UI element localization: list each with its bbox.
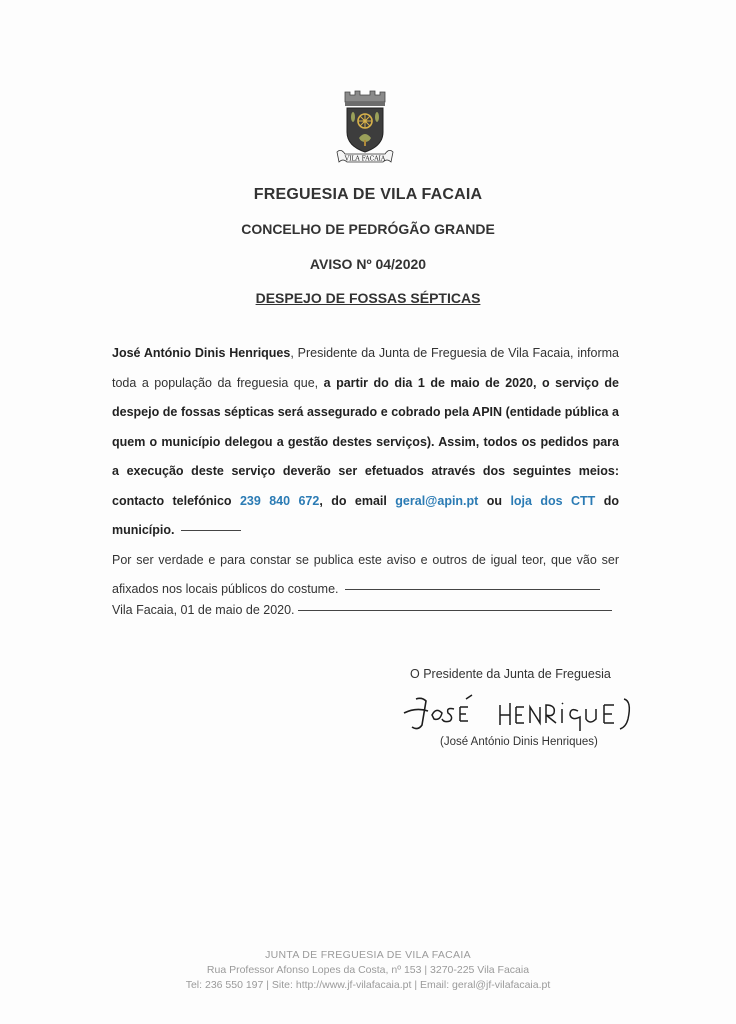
notice-body (112, 339, 619, 605)
coat-of-arms-logo (331, 88, 399, 168)
svg-text:VILA FACAIA: VILA FACAIA (344, 155, 386, 163)
footer-org-name: JUNTA DE FREGUESIA DE VILA FACAIA (265, 949, 471, 961)
store-link[interactable]: loja dos CTT (510, 493, 596, 508)
notice-number: AVISO Nº 04/2020 (309, 256, 427, 272)
filler-line (298, 610, 612, 611)
municipality-subtitle: CONCELHO DE PEDRÓGÃO GRANDE (241, 221, 495, 237)
president-name: José António Dinis Henriques (112, 346, 291, 360)
handwritten-signature (402, 689, 652, 735)
phone-number[interactable]: 239 840 672 (239, 493, 320, 508)
notice-subject: DESPEJO DE FOSSAS SÉPTICAS (255, 290, 481, 306)
filler-line (345, 589, 600, 590)
paragraph-announcement: José António Dinis Henriques, Presidente da Junta de Freguesia de Vila Facaia, informa toda a população da freguesia que, a partir do dia 1 de maio de 2020, o serviço de despejo de fossas sépticas será assegurado e cobrado pela APIN (entidade pública a quem o município delegou a gestão destes serviços). Assim, todos os pedidos para a execução deste serviço deverão ser efetuados através dos seguintes meios: contacto telefónico 239 840 672, do email geral@apin.pt ou loja dos CTT do município. (112, 346, 619, 537)
parish-title: FREGUESIA DE VILA FACAIA (253, 186, 483, 203)
dateline: Vila Facaia, 01 de maio de 2020. (112, 603, 612, 617)
email-link[interactable]: geral@apin.pt (395, 493, 479, 508)
footer-contacts: Tel: 236 550 197 | Site: http://www.jf-vilafacaia.pt | Email: geral@jf-vilafacaia.pt (185, 979, 551, 991)
paragraph-closing: Por ser verdade e para constar se publica este aviso e outros de igual teor, que vão ser afixados nos locais públicos do costume. (112, 552, 619, 596)
filler-line (181, 530, 241, 531)
signatory-name: (José António Dinis Henriques) (440, 736, 598, 748)
footer-address: Rua Professor Afonso Lopes da Costa, nº 153 | 3270-225 Vila Facaia (206, 964, 530, 976)
signature-block (410, 667, 620, 748)
signatory-title: O Presidente da Junta de Freguesia (410, 667, 611, 681)
